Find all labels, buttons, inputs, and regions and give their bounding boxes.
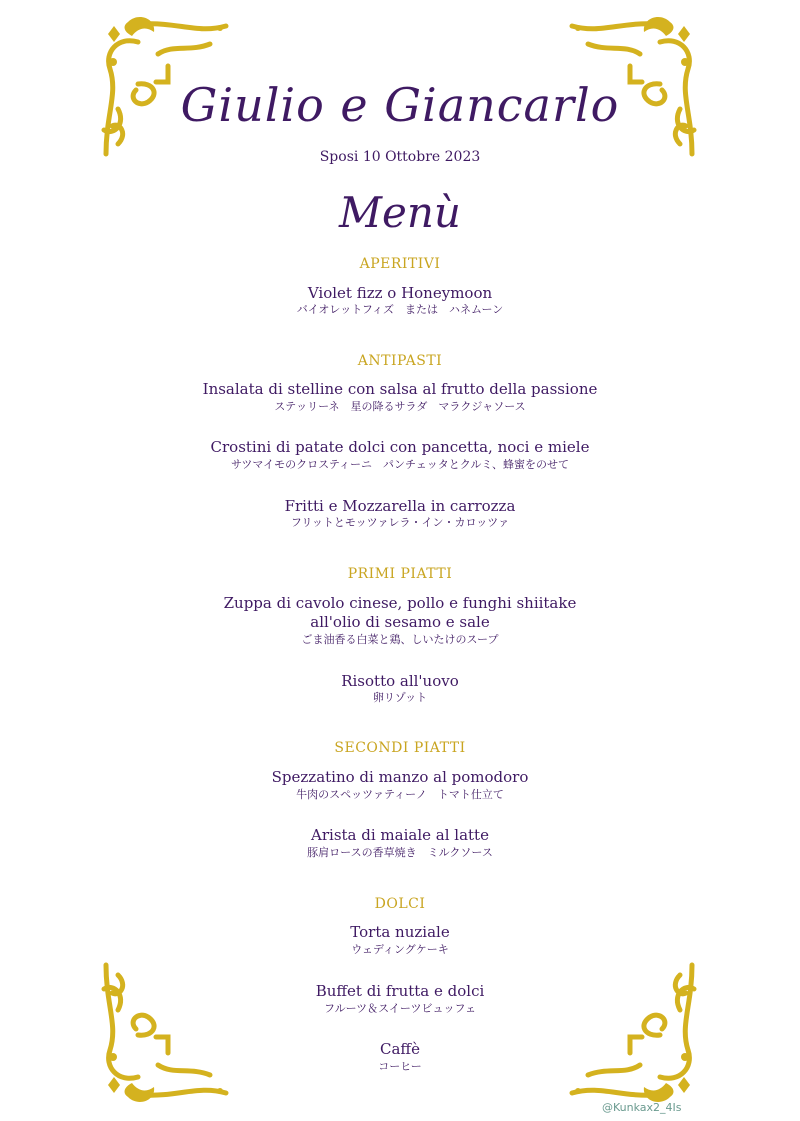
section-heading-secondi-piatti: SECONDI PIATTI xyxy=(334,740,466,756)
dish-name-japanese: 卵リゾット xyxy=(372,691,428,704)
dish-name: Risotto all'uovo xyxy=(341,672,459,690)
dish-name: Caffè xyxy=(380,1040,420,1058)
dish-name-japanese: ウェディングケーキ xyxy=(351,943,449,956)
section-heading-antipasti: ANTIPASTI xyxy=(357,353,443,369)
dish-name-japanese: バイオレットフィズ または ハネムーン xyxy=(296,303,504,316)
dish-name: Insalata di stelline con salsa al frutto della passione xyxy=(202,380,598,398)
corner-ornament-bottom-right xyxy=(565,955,700,1105)
section-heading-primi-piatti: PRIMI PIATTI xyxy=(347,566,453,582)
author-watermark: @Kunkax2_4Is xyxy=(602,1101,682,1114)
dish-name-japanese: 牛肉のスペッツァティーノ トマト仕立て xyxy=(296,788,504,801)
dish-name-japanese: 豚肩ロースの香草焼き ミルクソース xyxy=(307,846,493,859)
dish-name: Spezzatino di manzo al pomodoro xyxy=(271,768,529,786)
dish-name-japanese: サツマイモのクロスティーニ パンチェッタとクルミ、蜂蜜をのせて xyxy=(231,458,569,471)
dish-name-japanese: コーヒー xyxy=(378,1060,422,1073)
wedding-date-subtitle: Sposi 10 Ottobre 2023 xyxy=(319,149,481,165)
section-heading-aperitivi: APERITIVI xyxy=(359,256,441,272)
dish-name: Buffet di frutta e dolci xyxy=(315,982,485,1000)
dish-name: Zuppa di cavolo cinese, pollo e funghi shiitake xyxy=(223,594,577,612)
corner-ornament-bottom-left xyxy=(98,955,233,1105)
dish-name-japanese: フリットとモッツァレラ・イン・カロッツァ xyxy=(290,516,510,529)
couple-names-title: Giulio e Giancarlo xyxy=(180,78,620,132)
dish-name-line-2: all'olio di sesamo e sale xyxy=(310,613,490,631)
dish-name-japanese: ごま油香る白菜と鶏、しいたけのスープ xyxy=(301,633,499,646)
dish-name: Arista di maiale al latte xyxy=(311,826,489,844)
dish-name-japanese: フルーツ＆スイーツビュッフェ xyxy=(324,1002,476,1015)
section-heading-dolci: DOLCI xyxy=(374,896,426,912)
dish-name: Fritti e Mozzarella in carrozza xyxy=(284,497,516,515)
menu-heading: Menù xyxy=(339,188,461,237)
dish-name-japanese: ステッリーネ 星の降るサラダ マラクジャソース xyxy=(274,400,526,413)
dish-name: Violet fizz o Honeymoon xyxy=(307,284,493,302)
dish-name: Crostini di patate dolci con pancetta, noci e miele xyxy=(210,438,590,456)
dish-name: Torta nuziale xyxy=(350,923,450,941)
